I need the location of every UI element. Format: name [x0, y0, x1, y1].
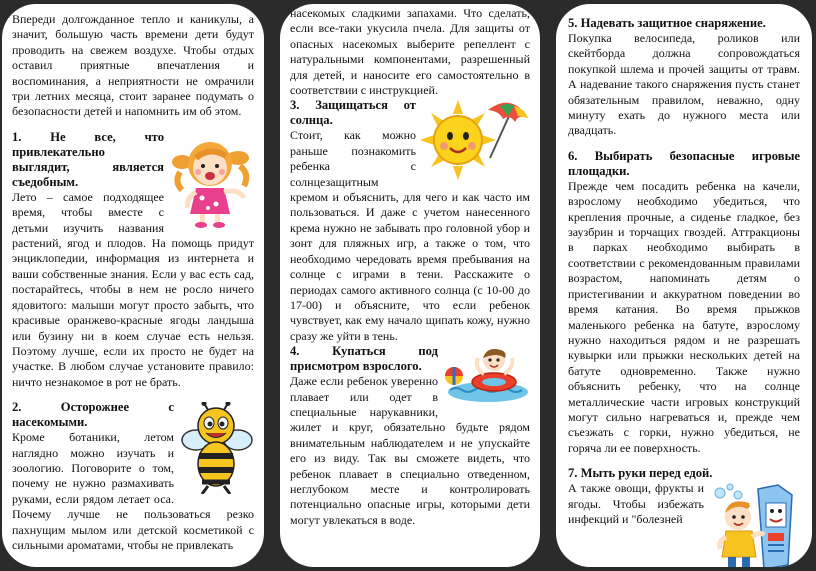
section-3-title: 3. Защищаться от солнца.: [290, 98, 416, 128]
sun-with-umbrella-icon: [418, 94, 530, 182]
column-1-panel: [2, 4, 264, 567]
swim-illustration: [438, 344, 530, 406]
boy-illustration: [704, 481, 800, 567]
section-3-text: Стоит, как можно раньше познакомить ребенка с солнцезащитным кремом и объяснить, для чего и как часто им пользоваться. И даже с учетом нанесенного крема нужно не забывать про головной убор и зонт для пляжных игр, а также о том, что необходимо чередовать время пребывания на солнце с играми в тени. Расскажите о периодах самого активного солнца (с 10-00 до 17-00) и объясните, что если ребенок чувствует, как ему начало щипать кожу, нужно сразу же уйти в тень.: [290, 128, 530, 343]
section-7-title: 7. Мыть руки перед едой.: [568, 466, 713, 481]
child-washing-hands-icon: [708, 483, 800, 567]
intro-paragraph: Впереди долгожданное тепло и каникулы, а значит, большую часть времени дети будут проводить на свежем воздухе. Чтобы отдых оставил приятные впечатления и воспоминания, а неприятности не омрачили три летних месяца, стоит заранее подумать о безопасности детей и напомнить им об этом.: [12, 12, 254, 119]
section-4-title: 4. Купаться под присмотром взрослого.: [290, 344, 438, 374]
section-4-text: Даже если ребенок уверенно плавает или одет в специальные нарукавники, жилет и круг, обязательно будьте рядом внимательным наблюдателем и не упускайте его из виду. Так вы сможете видеть, что ребенок плавает в специально отведенном, неглубоком месте и контролировать потенциально опасные игры, которыми дети могут увлекаться в воде.: [290, 374, 530, 527]
section-6-text: Прежде чем посадить ребенка на качели, взрослому необходимо убедиться, что крепления прочные, а сиденье гладкое, без заузбрин и торчащих гвоздей. Аттракционы в парках необходимо выбирать в соответствии с рекомендованным правилами возрастом, напоминать детям о пристегивании и аккуратном поведении во время катания. Во время прыжков маленького ребенка на батуте, взрослому нужно находиться рядом и не разрешать кувырки или прыжки нескольких детей на батуте одновременно. Также нужно объяснить ребенку, что на солнце металлические части игровых конструкций могут сильно нагреваться и, прежде чем съезжать с горки, нужно убедиться, не горяча ли ее поверхность.: [568, 178, 800, 455]
column-3-panel: [556, 4, 812, 567]
sun-illustration: [416, 98, 530, 182]
section-6-title: 6. Выбирать безопасные игровые площадки.: [568, 148, 800, 178]
section-7-text: А также овощи, фрукты и ягоды. Чтобы избежать инфекций и "болезней: [568, 481, 704, 526]
section-1-title: 1. Не все, что привлекательно выглядит, является съедобным.: [12, 129, 164, 189]
cartoon-girl-icon: [168, 132, 254, 228]
section-1-text: Лето – самое подходящее время, чтобы вместе с детьми изучить названия растений, ягод и плодов. На помощь придут энциклопедии, информация из интернета и ваши собственные знания. Если у вас есть сад, постарайтесь, чтобы в нем не росло ничего ядовитого: малыши могут просто забыть, что красивые оранжево-красные ягоды ландыша или бузину ни в коем случае есть нельзя. Поэтому лучше, если их просто не будет на участке. В любом случае установите правило: ничто незнакомое в рот не брать.: [12, 189, 254, 389]
bee-illustration: [174, 400, 254, 494]
bee-icon: [178, 402, 254, 494]
child-swimming-icon: [440, 342, 530, 406]
girl-illustration: [164, 130, 254, 228]
continuation-paragraph: насекомых сладкими запахами. Что сделать, если все-таки укусила пчела. Для защиты от опасных насекомых выберите репеллент с натуральными компонентами, разрешенный для детей, и наносите его самостоятельно в соответствии с инструкцией.: [290, 6, 530, 98]
column-2-panel: [280, 4, 540, 567]
section-2-title: 2. Осторожнее с насекомыми.: [12, 400, 174, 430]
section-5-text: Покупка велосипеда, роликов или скейтборда должна сопровождаться покупкой шлема и прочей защиты от травм. А надевание такого снаряжения пусть станет обязательным правилом, неважно, одну минуту ехать до нужного места или двадцать.: [568, 31, 800, 138]
section-5-title: 5. Надевать защитное снаряжение.: [568, 16, 766, 30]
section-2-text: Кроме ботаники, летом наглядно можно изучать и зоологию. Поговорите о том, почему не нужно размахивать руками, если рядом летает оса. Почему лучше не пользоваться резко пахнущим мылом или детской косметикой с сильными ароматами, чтобы не привлекать: [12, 430, 254, 552]
